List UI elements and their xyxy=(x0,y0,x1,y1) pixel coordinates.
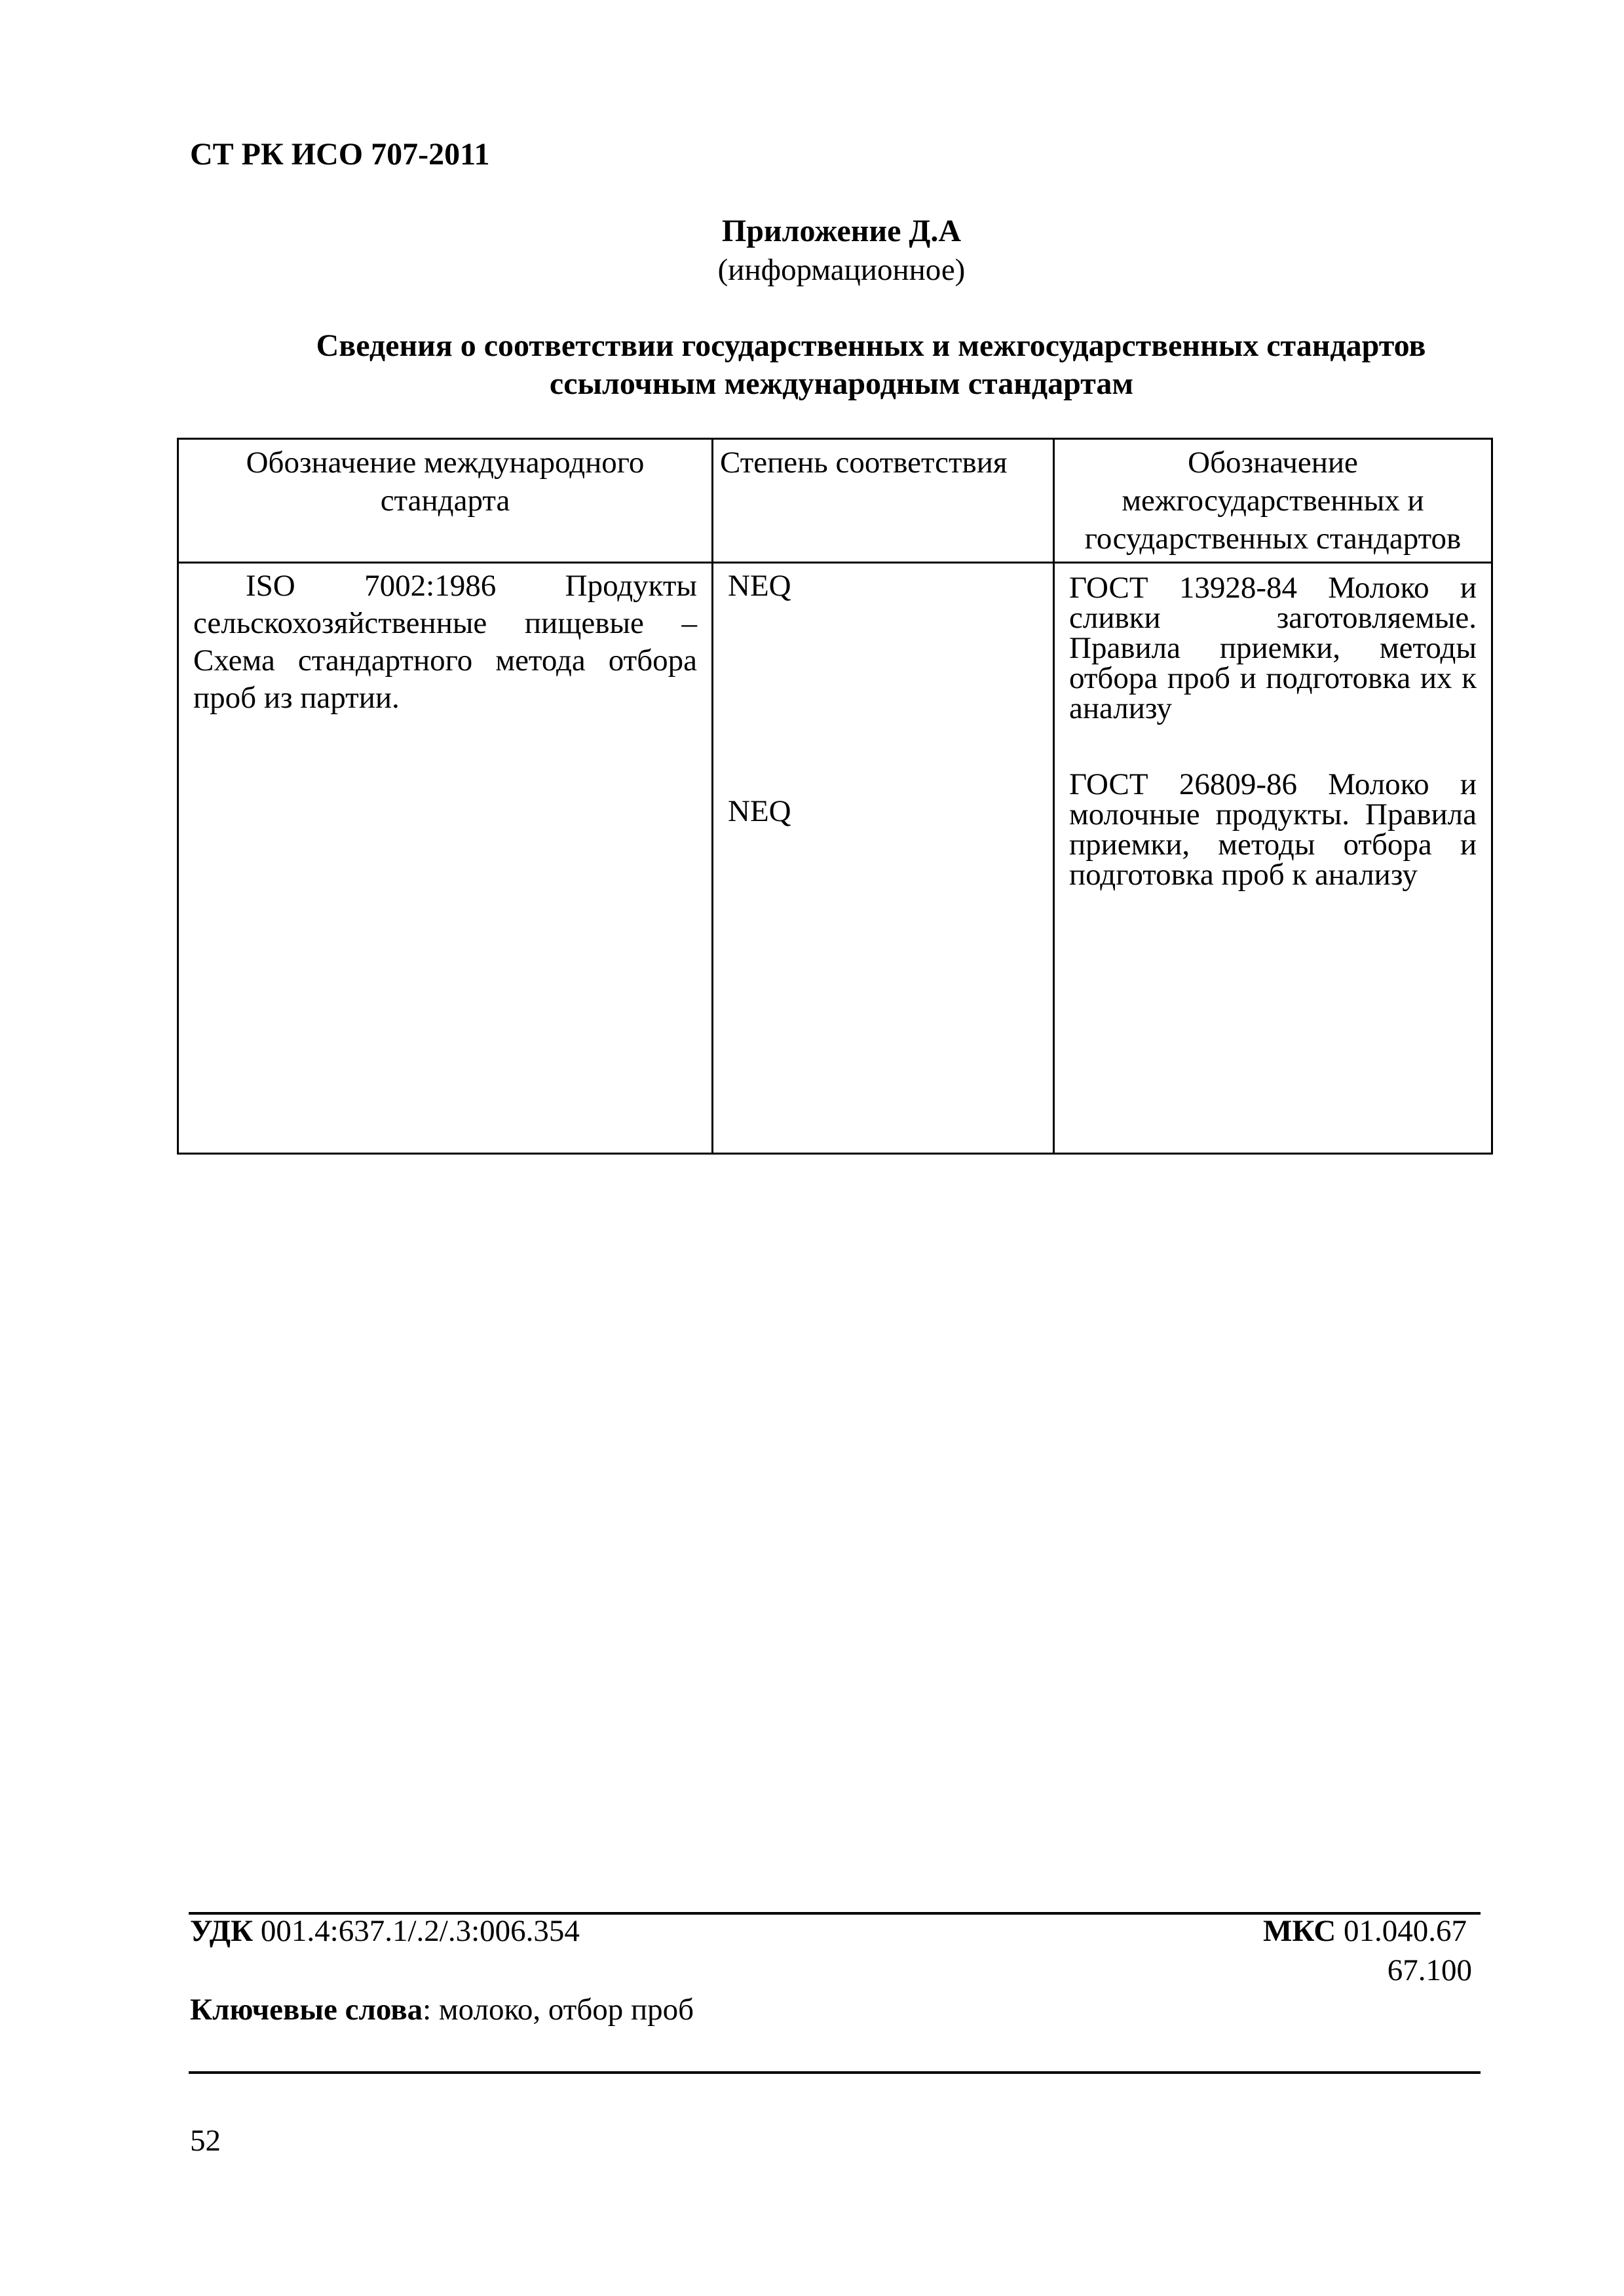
national-standard: ГОСТ 13928-84 Молоко и сливки заготовляемые. Правила приемки, методы отбора проб и подготовка их к анализу xyxy=(1069,571,1477,725)
mks-value-2: 67.100 xyxy=(1387,1953,1472,1987)
footer-divider-bottom xyxy=(189,2071,1481,2074)
correspondence-table xyxy=(177,438,1493,1155)
degree-value: NEQ xyxy=(728,569,791,603)
appendix-title: Приложение Д.А xyxy=(721,214,962,248)
keywords-line xyxy=(190,1992,694,2027)
mks-label: МКС xyxy=(1263,1914,1336,1948)
national-standard-cell xyxy=(1054,563,1492,1154)
page-number: 52 xyxy=(190,2124,221,2158)
international-standard-cell: ISO 7002:1986 Продукты сельскохозяйственные пищевые – Схема стандартного метода отбора проб из партии. xyxy=(178,563,713,1154)
keywords-value: : молоко, отбор проб xyxy=(423,1993,694,2027)
mks-value: 01.040.67 xyxy=(1344,1914,1467,1948)
degree-cell xyxy=(713,563,1054,1154)
degree-value: NEQ xyxy=(728,794,791,828)
udk-value: 001.4:637.1/.2/.3:006.354 xyxy=(260,1914,580,1948)
header-international: Обозначение международного стандарта xyxy=(178,439,713,563)
header-national: Обозначение межгосударственных и государственных стандартов xyxy=(1054,439,1492,563)
table-header-row xyxy=(178,439,1492,563)
document-code: СТ РК ИСО 707-2011 xyxy=(190,137,490,172)
udk-label: УДК xyxy=(190,1914,254,1948)
national-standard: ГОСТ 26809-86 Молоко и молочные продукты. Правила приемки, методы отбора и подготовка проб к анализу xyxy=(1069,767,1477,892)
keywords-label: Ключевые слова xyxy=(190,1993,423,2027)
appendix-subtitle: (информационное) xyxy=(717,253,966,287)
appendix-heading-line2: ссылочным международным стандартам xyxy=(549,366,1134,401)
table-row xyxy=(178,563,1492,1154)
udk-line xyxy=(190,1913,580,1949)
appendix-heading-line1: Сведения о соответствии государственных и межгосударственных стандартов xyxy=(316,328,1426,363)
header-degree: Степень соответствия xyxy=(713,439,1054,563)
mks-line xyxy=(1263,1913,1467,1949)
